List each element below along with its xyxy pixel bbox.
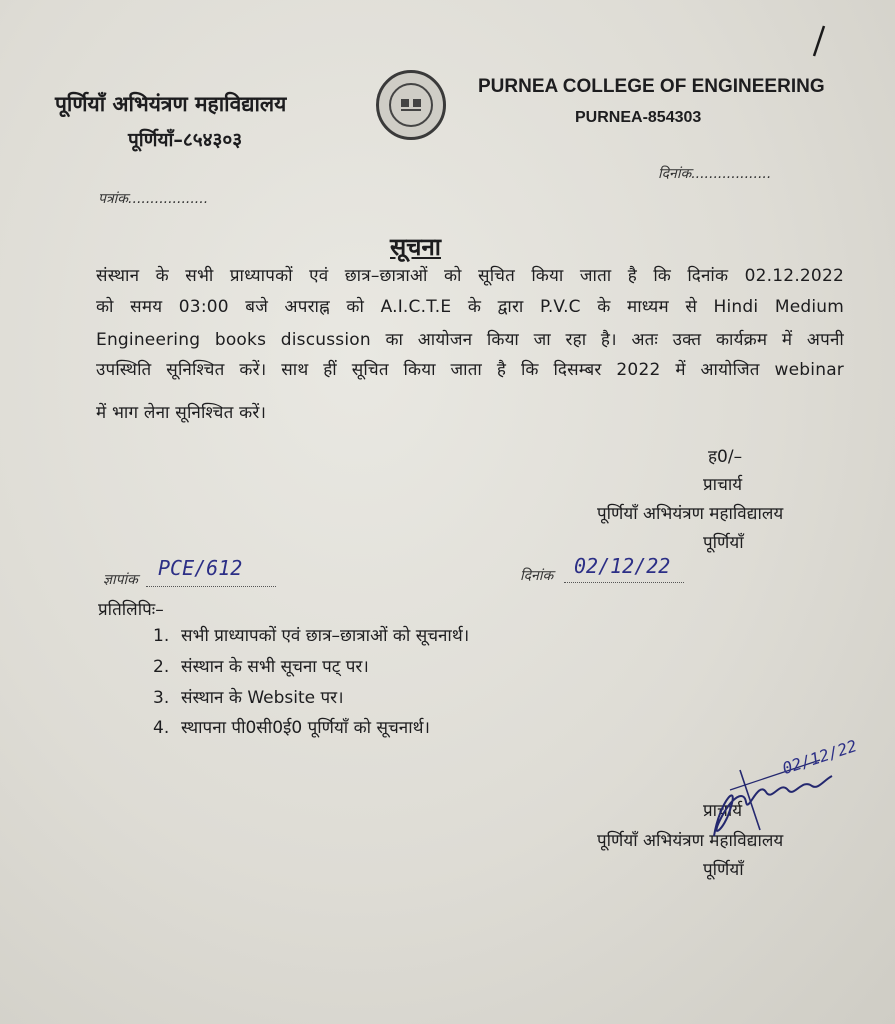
copy-to-label: प्रतिलिपिः– — [98, 600, 164, 620]
list-text: सभी प्राध्यापकों एवं छात्र–छात्राओं को सूचनार्थ। — [181, 626, 470, 646]
english-college-address: PURNEA-854303 — [575, 109, 702, 126]
signature-date-handwritten: 02/12/22 — [780, 736, 860, 779]
list-number: 2. — [153, 657, 170, 677]
list-number: 3. — [153, 688, 170, 708]
notice-line: Engineering books discussion का आयोजन किया जा रहा है। अतः उक्त कार्यक्रम में अपनी — [96, 330, 844, 350]
signature-place: पूर्णियाँ — [703, 533, 744, 553]
list-text: संस्थान के सभी सूचना पट् पर। — [181, 657, 369, 677]
english-college-name: PURNEA COLLEGE OF ENGINEERING — [478, 76, 825, 97]
final-designation: प्राचार्य — [703, 801, 743, 821]
signature-institution: पूर्णियाँ अभियंत्रण महाविद्यालय — [597, 504, 784, 524]
memo-ref-handwritten: PCE/612 — [158, 556, 243, 580]
notice-line: को समय 03:00 बजे अपराह्न को A.I.C.T.E के द्वारा P.V.C के माध्यम से Hindi Medium — [96, 297, 844, 317]
notice-line: उपस्थिति सूनिश्चित करें। साथ हीं सूचित किया जाता है कि दिसम्बर 2022 में आयोजित webinar — [96, 360, 844, 380]
memo-date-label: दिनांक — [520, 568, 554, 584]
notice-heading: सूचना — [390, 233, 441, 261]
notice-line: में भाग लेना सूनिश्चित करें। — [96, 403, 267, 423]
copy-list-item — [153, 715, 430, 738]
letterhead-date-field: दिनांक.................. — [658, 166, 772, 182]
copy-list-item — [153, 654, 369, 677]
hindi-college-name: पूर्णियाँ अभियंत्रण महाविद्यालय — [55, 92, 287, 116]
memo-ref-label: ज्ञापांक — [103, 572, 138, 588]
letterhead-ref-field: पत्रांक.................. — [98, 191, 209, 207]
list-text: संस्थान के Website पर। — [181, 688, 344, 708]
memo-date-handwritten: 02/12/22 — [574, 554, 671, 578]
list-text: स्थापना पी0सी0ई0 पूर्णियाँ को सूचनार्थ। — [181, 718, 430, 738]
pen-mark — [808, 22, 830, 62]
notice-line: संस्थान के सभी प्राध्यापकों एवं छात्र–छात्राओं को सूचित किया जाता है कि दिनांक 02.12.2022 — [96, 266, 844, 286]
college-seal-logo — [376, 70, 446, 140]
copy-list-item — [153, 685, 344, 708]
final-institution: पूर्णियाँ अभियंत्रण महाविद्यालय — [597, 831, 784, 851]
final-place: पूर्णियाँ — [703, 860, 744, 880]
list-number: 1. — [153, 626, 170, 646]
hindi-college-address: पूर्णियाँ–८५४३०३ — [128, 129, 243, 151]
signature-designation: प्राचार्य — [703, 475, 743, 495]
list-number: 4. — [153, 718, 170, 738]
signature-ha: ह0/– — [708, 447, 743, 467]
copy-list-item — [153, 623, 469, 646]
